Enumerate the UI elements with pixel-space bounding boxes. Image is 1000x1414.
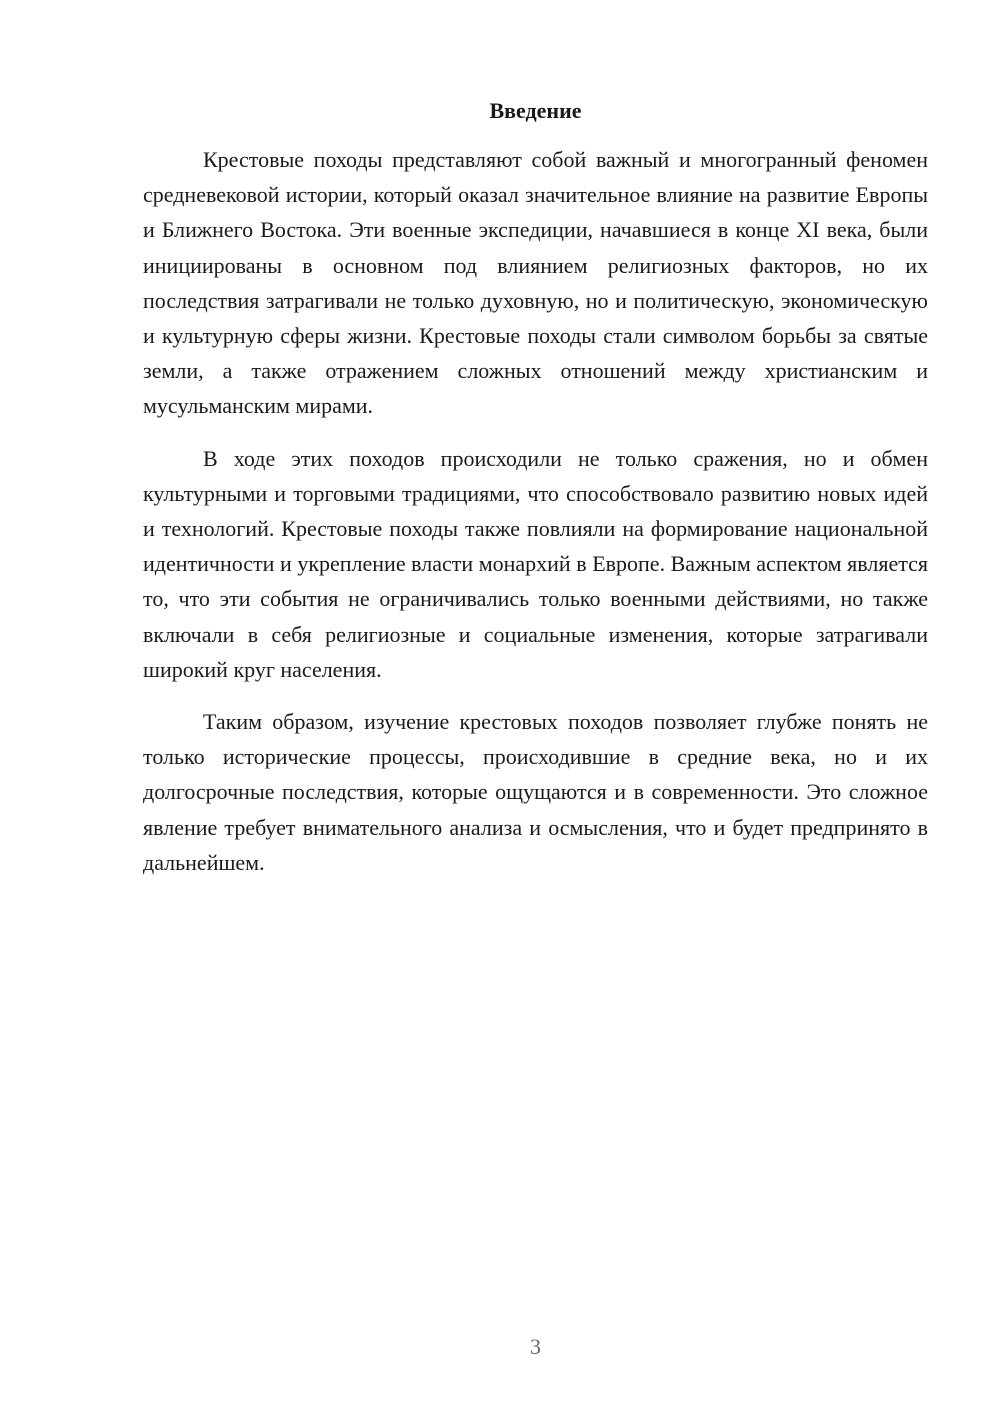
- paragraph-2: В ходе этих походов происходили не только сражения, но и обмен культурными и торговыми традициями, что способствовало развитию новых идей и технологий. Крестовые походы также повлияли на формирование национальной идентичности и укрепление власти монархий в Европе. Важным аспектом является то, что эти события не ограничивались только военными действиями, но также включали в себя религиозные и социальные изменения, которые затрагивали широкий круг населения.: [143, 445, 928, 682]
- page-number: 3: [530, 1334, 541, 1359]
- paragraph-3: Таким образом, изучение крестовых походов позволяет глубже понять не только исторические процессы, происходившие в средние века, но и их долгосрочные последствия, которые ощущаются и в современности. Это сложное явление требует внимательного анализа и осмысления, что и будет предпринято в дальнейшем.: [143, 709, 928, 875]
- section-title: Введение: [489, 98, 582, 123]
- body-text: [143, 142, 928, 897]
- paragraph-1: Крестовые походы представляют собой важный и многогранный феномен средневековой истории, который оказал значительное влияние на развитие Европы и Ближнего Востока. Эти военные экспедиции, начавшиеся в конце XI века, были инициированы в основном под влиянием религиозных факторов, но их последствия затрагивали не только духовную, но и политическую, экономическую и культурную сферы жизни. Крестовые походы стали символом борьбы за святые земли, а также отражением сложных отношений между христианским и мусульманским мирами.: [143, 147, 928, 419]
